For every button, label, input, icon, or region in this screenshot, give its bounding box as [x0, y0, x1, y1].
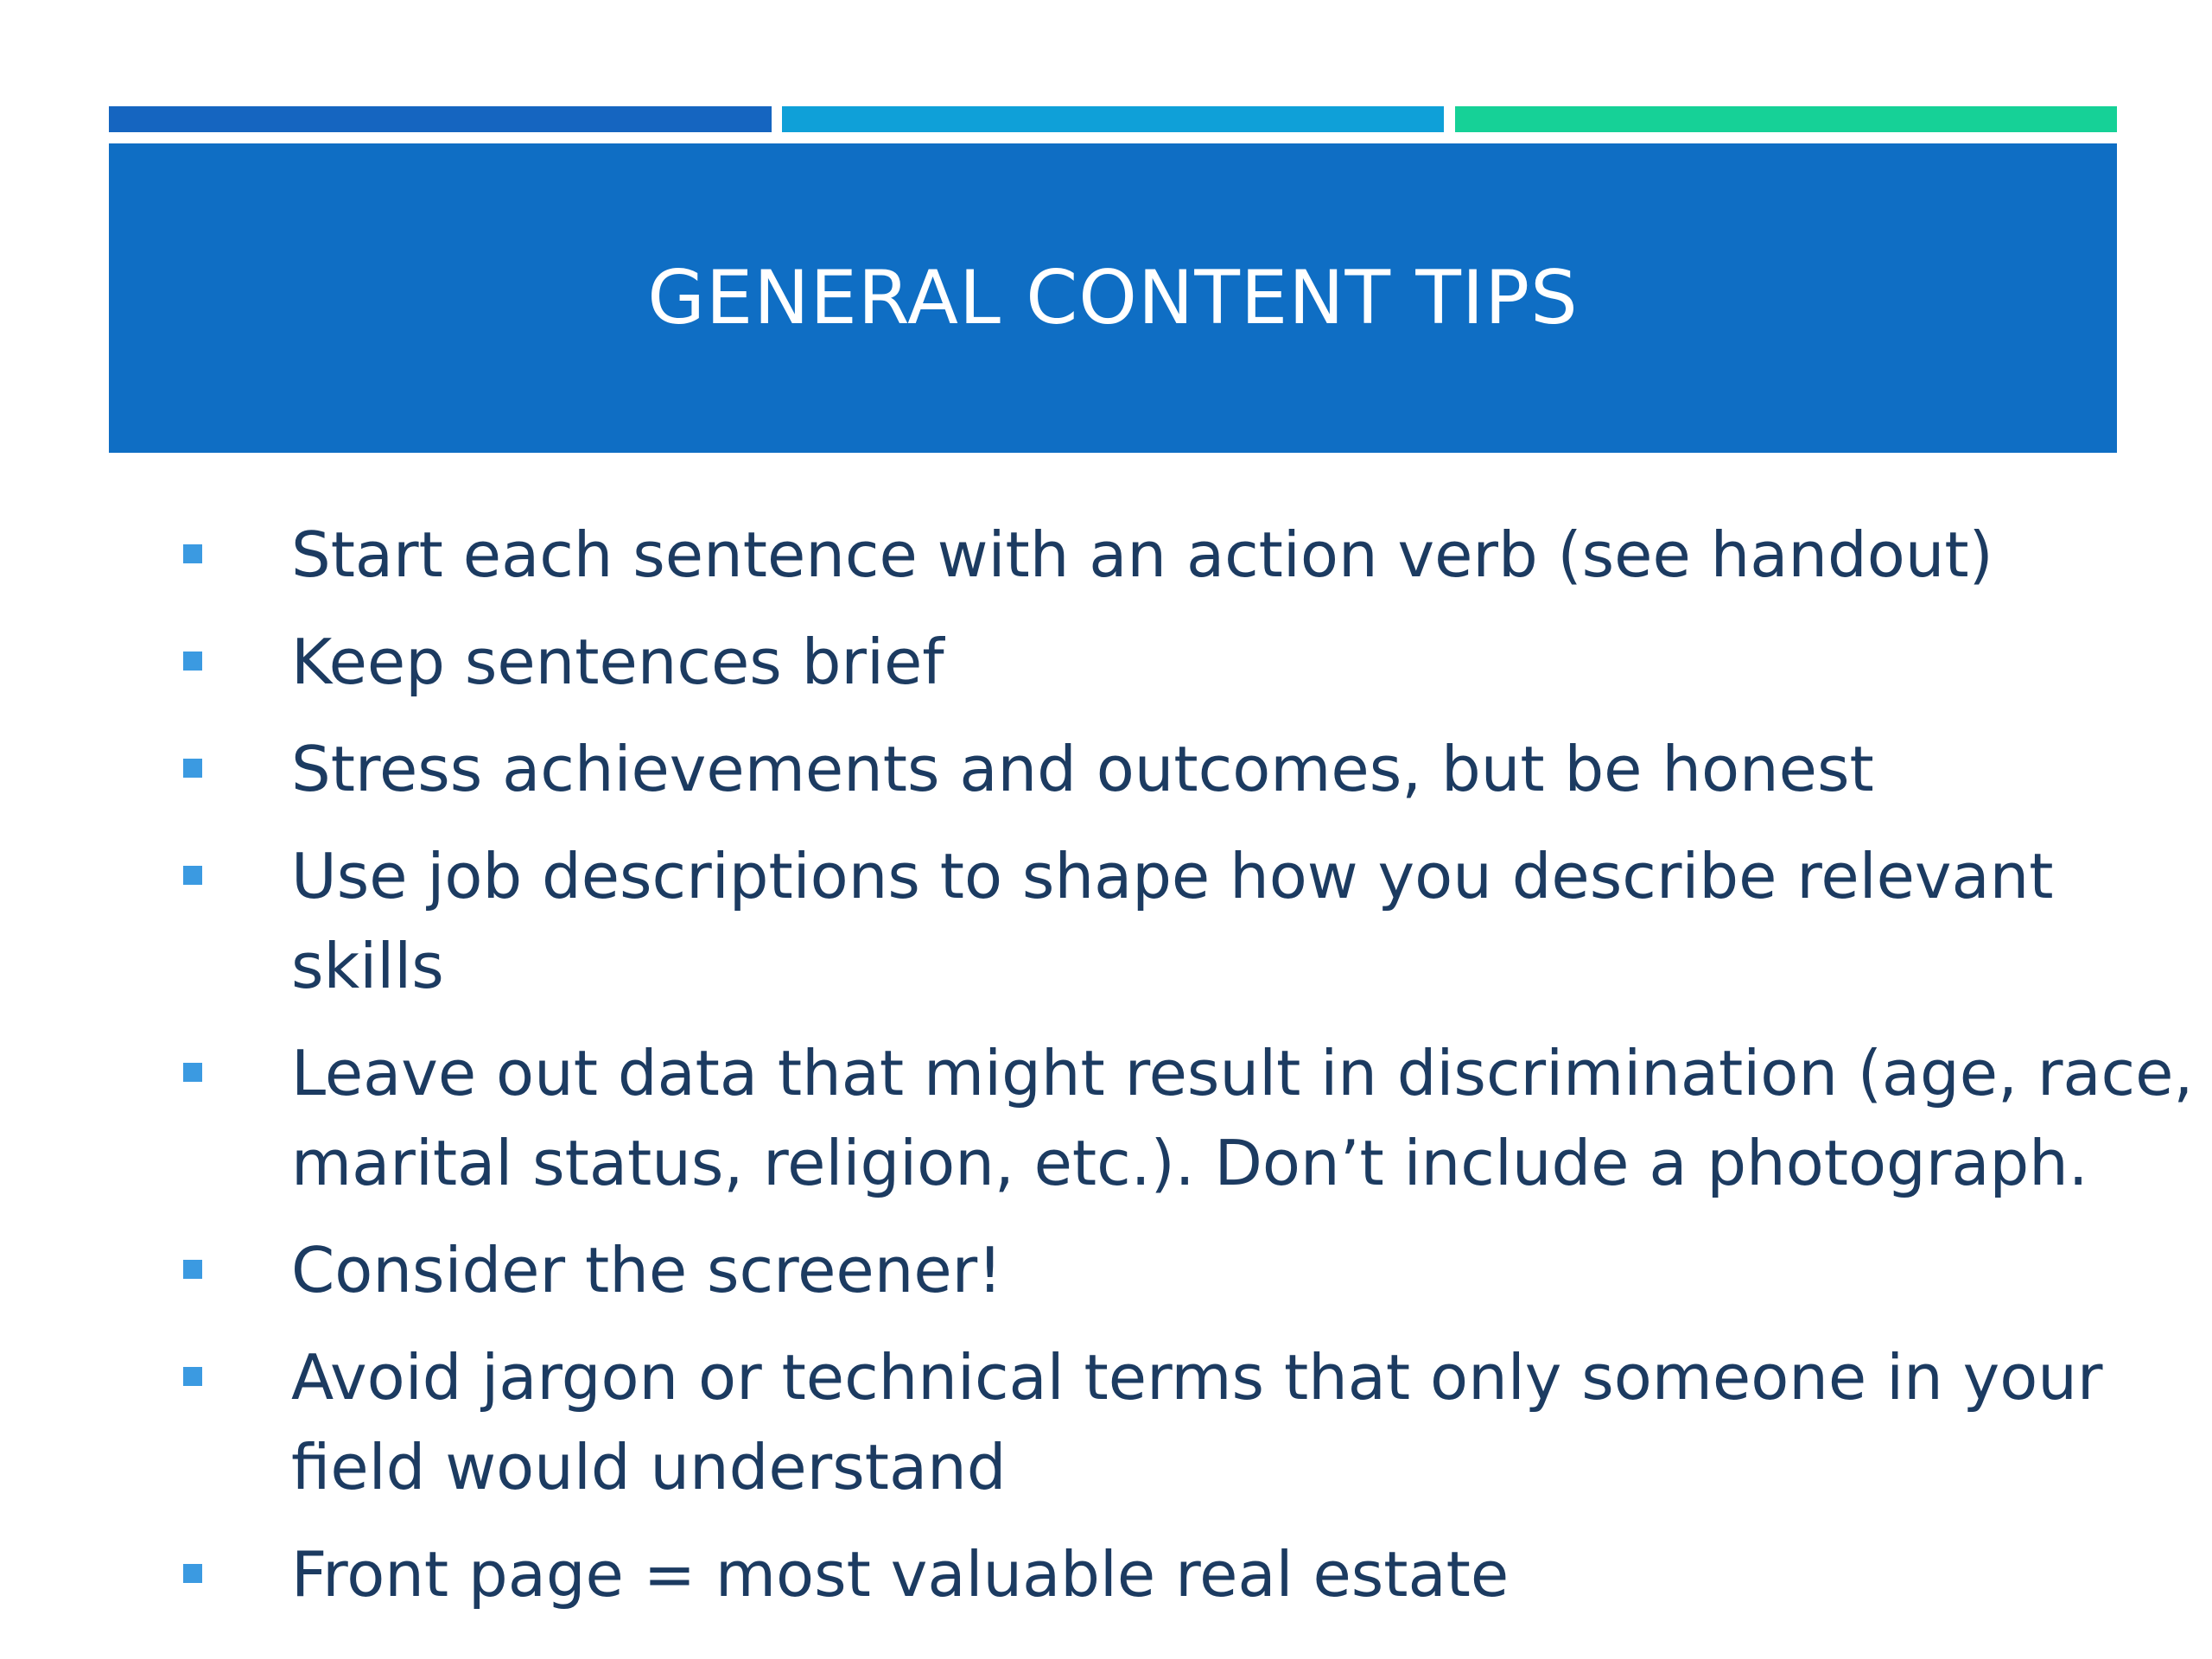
list-item: [173, 1028, 2195, 1208]
bullet-text: Use job descriptions to shape how you describe relevant skills: [291, 840, 2054, 1002]
list-item: [173, 724, 2195, 814]
list-item: [173, 1529, 2195, 1619]
list-item: [173, 510, 2195, 600]
bullet-text: Stress achievements and outcomes, but be honest: [291, 733, 1874, 805]
accent-bar-right: [1455, 106, 2117, 132]
square-bullet-icon: [183, 759, 202, 778]
list-item: [173, 1225, 2195, 1315]
square-bullet-icon: [183, 1564, 202, 1583]
title-band: [109, 143, 2117, 453]
square-bullet-icon: [183, 866, 202, 885]
accent-bar-left: [109, 106, 772, 132]
bullet-text: Front page = most valuable real estate: [291, 1538, 1510, 1611]
bullet-text: Keep sentences brief: [291, 626, 944, 698]
square-bullet-icon: [183, 1063, 202, 1082]
list-item: [173, 1332, 2195, 1512]
bullet-text: Avoid jargon or technical terms that only someone in your field would understand: [291, 1341, 2103, 1503]
square-bullet-icon: [183, 652, 202, 671]
slide-title: GENERAL CONTENT TIPS: [647, 255, 1579, 341]
list-item: [173, 831, 2195, 1011]
square-bullet-icon: [183, 1260, 202, 1279]
square-bullet-icon: [183, 1367, 202, 1386]
bullet-text: Start each sentence with an action verb (see handout): [291, 518, 1993, 591]
accent-bar-middle: [782, 106, 1444, 132]
bullet-list: [173, 510, 2195, 1637]
list-item: [173, 617, 2195, 707]
square-bullet-icon: [183, 544, 202, 563]
bullet-text: Leave out data that might result in discrimination (age, race, marital status, religion, etc.). Don’t include a photograph.: [291, 1037, 2194, 1199]
bullet-text: Consider the screener!: [291, 1234, 1003, 1306]
